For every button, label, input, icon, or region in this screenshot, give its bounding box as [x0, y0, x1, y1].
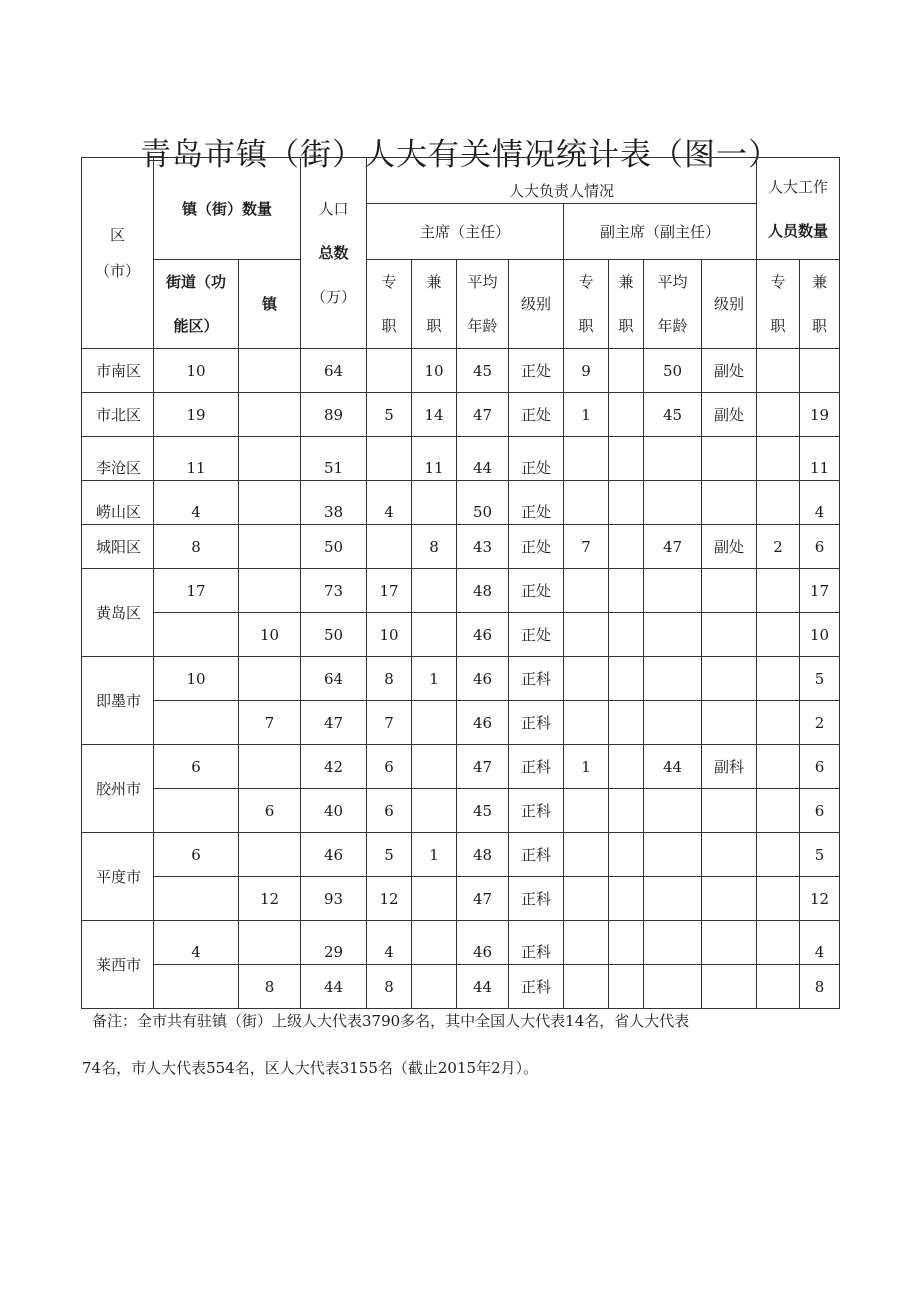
town-cell — [239, 745, 301, 789]
staff-parttime-cell: 6 — [800, 745, 840, 789]
vice-age-cell: 50 — [644, 349, 702, 393]
vice-parttime-cell — [609, 833, 644, 877]
staff-parttime-cell: 12 — [800, 877, 840, 921]
chair-parttime-cell: 14 — [412, 393, 457, 437]
vice-parttime-cell — [609, 921, 644, 965]
population-cell: 40 — [301, 789, 367, 833]
vice-parttime-cell — [609, 393, 644, 437]
district-cell: 莱西市 — [82, 921, 154, 1009]
vice-age-cell — [644, 701, 702, 745]
chair-age-cell: 43 — [457, 525, 509, 569]
chair-level-cell: 正科 — [509, 877, 564, 921]
chair-age-cell: 45 — [457, 349, 509, 393]
header-staff-fulltime — [757, 260, 800, 349]
chair-level-cell: 正处 — [509, 349, 564, 393]
vice-age-cell — [644, 877, 702, 921]
chair-parttime-cell: 8 — [412, 525, 457, 569]
population-cell: 42 — [301, 745, 367, 789]
population-cell: 93 — [301, 877, 367, 921]
staff-parttime-cell: 11 — [800, 437, 840, 481]
footnote-line1: 备注：全市共有驻镇（街）上级人大代表3790多名，其中全国人大代表14名，省人大代表 — [92, 1012, 690, 1030]
header-staff-line2: 人员数量 — [768, 221, 829, 240]
chair-age-cell: 47 — [457, 877, 509, 921]
town-cell: 12 — [239, 877, 301, 921]
header-vice-chair: 副主席（副主任） — [564, 204, 757, 260]
table-row — [82, 965, 840, 1009]
page-title: 青岛市镇（街）人大有关情况统计表（图一） — [140, 136, 780, 173]
staff-fulltime-cell: 2 — [757, 525, 800, 569]
staff-parttime-cell: 19 — [800, 393, 840, 437]
footnote — [82, 1006, 802, 1083]
vice-fulltime-cell — [564, 921, 609, 965]
header-chair-level: 级别 — [509, 260, 564, 349]
town-cell — [239, 481, 301, 525]
header-vice-age-line2: 年龄 — [657, 317, 688, 335]
chair-level-cell: 正处 — [509, 481, 564, 525]
vice-parttime-cell — [609, 349, 644, 393]
street-cell: 4 — [154, 481, 239, 525]
chair-parttime-cell — [412, 569, 457, 613]
street-cell: 17 — [154, 569, 239, 613]
street-cell: 6 — [154, 833, 239, 877]
table-row — [82, 481, 840, 525]
chair-fulltime-cell: 5 — [367, 833, 412, 877]
vice-age-cell: 45 — [644, 393, 702, 437]
header-vice-age-line1: 平均 — [657, 273, 688, 291]
vice-parttime-cell — [609, 481, 644, 525]
chair-fulltime-cell: 12 — [367, 877, 412, 921]
chair-age-cell: 44 — [457, 437, 509, 481]
chair-fulltime-cell: 6 — [367, 745, 412, 789]
header-chair-fulltime-line2: 职 — [381, 317, 397, 335]
chair-fulltime-cell — [367, 349, 412, 393]
chair-fulltime-cell: 6 — [367, 789, 412, 833]
vice-level-cell — [702, 701, 757, 745]
header-vice-parttime-line1: 兼 — [618, 273, 634, 291]
district-cell: 崂山区 — [82, 481, 154, 525]
chair-fulltime-cell — [367, 525, 412, 569]
staff-parttime-cell: 10 — [800, 613, 840, 657]
vice-fulltime-cell — [564, 877, 609, 921]
table-row — [82, 349, 840, 393]
vice-age-cell: 44 — [644, 745, 702, 789]
header-district-line1: 区 — [109, 226, 125, 244]
town-cell — [239, 525, 301, 569]
district-cell: 即墨市 — [82, 657, 154, 745]
vice-fulltime-cell — [564, 833, 609, 877]
vice-fulltime-cell: 7 — [564, 525, 609, 569]
vice-fulltime-cell: 1 — [564, 393, 609, 437]
chair-age-cell: 47 — [457, 745, 509, 789]
table-row — [82, 613, 840, 657]
header-staff-parttime-line1: 兼 — [812, 273, 828, 291]
header-staff-parttime-line2: 职 — [812, 317, 828, 335]
population-cell: 51 — [301, 437, 367, 481]
header-staff-group — [757, 158, 840, 260]
header-row-1 — [82, 158, 840, 204]
population-cell: 50 — [301, 613, 367, 657]
table-row — [82, 393, 840, 437]
staff-fulltime-cell — [757, 569, 800, 613]
vice-fulltime-cell: 1 — [564, 745, 609, 789]
staff-parttime-cell — [800, 349, 840, 393]
chair-age-cell: 48 — [457, 833, 509, 877]
staff-fulltime-cell — [757, 789, 800, 833]
chair-level-cell: 正处 — [509, 613, 564, 657]
vice-level-cell — [702, 481, 757, 525]
chair-level-cell: 正处 — [509, 525, 564, 569]
vice-age-cell — [644, 965, 702, 1009]
population-cell: 44 — [301, 965, 367, 1009]
staff-fulltime-cell — [757, 965, 800, 1009]
staff-fulltime-cell — [757, 745, 800, 789]
vice-age-cell — [644, 437, 702, 481]
table-row — [82, 701, 840, 745]
town-cell — [239, 349, 301, 393]
header-staff-fulltime-line1: 专 — [770, 273, 786, 291]
vice-level-cell: 副处 — [702, 525, 757, 569]
header-district — [82, 158, 154, 349]
chair-level-cell: 正科 — [509, 701, 564, 745]
population-cell: 73 — [301, 569, 367, 613]
population-cell: 47 — [301, 701, 367, 745]
header-chair-parttime-line2: 职 — [426, 317, 442, 335]
header-vice-fulltime-line2: 职 — [578, 317, 594, 335]
table-row — [82, 525, 840, 569]
table-row — [82, 833, 840, 877]
chair-age-cell: 46 — [457, 701, 509, 745]
staff-fulltime-cell — [757, 349, 800, 393]
population-cell: 38 — [301, 481, 367, 525]
population-cell: 89 — [301, 393, 367, 437]
district-cell: 胶州市 — [82, 745, 154, 833]
vice-fulltime-cell: 9 — [564, 349, 609, 393]
chair-fulltime-cell — [367, 437, 412, 481]
vice-fulltime-cell — [564, 437, 609, 481]
street-cell — [154, 613, 239, 657]
header-leader-group: 人大负责人情况 — [367, 158, 757, 204]
vice-level-cell: 副科 — [702, 745, 757, 789]
vice-fulltime-cell — [564, 701, 609, 745]
header-district-line2: （市） — [94, 262, 140, 280]
header-vice-fulltime — [564, 260, 609, 349]
header-staff-line1: 人大工作 — [768, 177, 829, 196]
street-cell — [154, 877, 239, 921]
street-cell — [154, 789, 239, 833]
town-cell: 8 — [239, 965, 301, 1009]
chair-fulltime-cell: 7 — [367, 701, 412, 745]
chair-age-cell: 50 — [457, 481, 509, 525]
vice-level-cell — [702, 921, 757, 965]
vice-level-cell — [702, 657, 757, 701]
header-population-line2: 总数 — [318, 244, 349, 262]
vice-level-cell: 副处 — [702, 393, 757, 437]
chair-age-cell: 46 — [457, 613, 509, 657]
vice-fulltime-cell — [564, 613, 609, 657]
chair-level-cell: 正处 — [509, 569, 564, 613]
header-vice-fulltime-line1: 专 — [578, 273, 594, 291]
statistics-table — [81, 157, 840, 1009]
vice-fulltime-cell — [564, 569, 609, 613]
vice-level-cell — [702, 877, 757, 921]
vice-parttime-cell — [609, 965, 644, 1009]
header-town: 镇 — [239, 260, 301, 349]
vice-level-cell — [702, 965, 757, 1009]
table-body — [82, 158, 840, 1009]
vice-parttime-cell — [609, 525, 644, 569]
staff-parttime-cell: 6 — [800, 789, 840, 833]
staff-fulltime-cell — [757, 877, 800, 921]
header-chair-age-line1: 平均 — [467, 273, 498, 291]
chair-level-cell: 正处 — [509, 393, 564, 437]
street-cell: 11 — [154, 437, 239, 481]
vice-level-cell — [702, 569, 757, 613]
town-cell — [239, 569, 301, 613]
header-staff-fulltime-line2: 职 — [770, 317, 786, 335]
street-cell: 10 — [154, 657, 239, 701]
vice-parttime-cell — [609, 877, 644, 921]
header-staff-parttime — [800, 260, 840, 349]
table-row — [82, 745, 840, 789]
staff-fulltime-cell — [757, 481, 800, 525]
header-chair-avg-age — [457, 260, 509, 349]
staff-fulltime-cell — [757, 921, 800, 965]
table-row — [82, 921, 840, 965]
vice-level-cell — [702, 833, 757, 877]
population-cell: 64 — [301, 657, 367, 701]
chair-parttime-cell — [412, 921, 457, 965]
staff-parttime-cell: 5 — [800, 657, 840, 701]
vice-fulltime-cell — [564, 481, 609, 525]
street-cell: 19 — [154, 393, 239, 437]
chair-fulltime-cell: 8 — [367, 965, 412, 1009]
chair-age-cell: 46 — [457, 921, 509, 965]
table-row — [82, 657, 840, 701]
chair-level-cell: 正科 — [509, 745, 564, 789]
header-chair: 主席（主任） — [367, 204, 564, 260]
district-cell: 市南区 — [82, 349, 154, 393]
chair-parttime-cell: 10 — [412, 349, 457, 393]
chair-fulltime-cell: 4 — [367, 921, 412, 965]
header-chair-parttime — [412, 260, 457, 349]
vice-parttime-cell — [609, 613, 644, 657]
chair-fulltime-cell: 17 — [367, 569, 412, 613]
vice-parttime-cell — [609, 745, 644, 789]
header-vice-parttime-line2: 职 — [618, 317, 634, 335]
header-chair-fulltime-line1: 专 — [381, 273, 397, 291]
chair-level-cell: 正科 — [509, 965, 564, 1009]
staff-parttime-cell: 5 — [800, 833, 840, 877]
district-cell: 城阳区 — [82, 525, 154, 569]
street-cell: 4 — [154, 921, 239, 965]
vice-parttime-cell — [609, 657, 644, 701]
vice-fulltime-cell — [564, 965, 609, 1009]
vice-age-cell: 47 — [644, 525, 702, 569]
header-chair-fulltime — [367, 260, 412, 349]
chair-parttime-cell: 11 — [412, 437, 457, 481]
chair-parttime-cell: 1 — [412, 833, 457, 877]
chair-age-cell: 46 — [457, 657, 509, 701]
chair-fulltime-cell: 4 — [367, 481, 412, 525]
town-cell — [239, 437, 301, 481]
town-cell — [239, 393, 301, 437]
chair-age-cell: 48 — [457, 569, 509, 613]
staff-parttime-cell: 6 — [800, 525, 840, 569]
town-cell: 7 — [239, 701, 301, 745]
vice-fulltime-cell — [564, 657, 609, 701]
chair-parttime-cell — [412, 481, 457, 525]
header-population — [301, 158, 367, 349]
header-street — [154, 260, 239, 349]
staff-parttime-cell: 2 — [800, 701, 840, 745]
population-cell: 29 — [301, 921, 367, 965]
chair-fulltime-cell: 8 — [367, 657, 412, 701]
town-cell — [239, 833, 301, 877]
header-population-line1: 人口 — [318, 200, 349, 218]
vice-age-cell — [644, 613, 702, 657]
vice-fulltime-cell — [564, 789, 609, 833]
vice-level-cell — [702, 789, 757, 833]
town-cell — [239, 657, 301, 701]
vice-level-cell — [702, 613, 757, 657]
staff-fulltime-cell — [757, 833, 800, 877]
header-street-line1: 街道（功 — [165, 273, 226, 291]
vice-age-cell — [644, 481, 702, 525]
header-count-group: 镇（街）数量 — [154, 158, 301, 260]
district-cell: 黄岛区 — [82, 569, 154, 657]
chair-level-cell: 正科 — [509, 921, 564, 965]
district-cell: 市北区 — [82, 393, 154, 437]
street-cell — [154, 965, 239, 1009]
chair-parttime-cell — [412, 613, 457, 657]
staff-fulltime-cell — [757, 393, 800, 437]
chair-fulltime-cell: 10 — [367, 613, 412, 657]
vice-age-cell — [644, 833, 702, 877]
table-row — [82, 569, 840, 613]
header-population-line3: （万） — [311, 288, 357, 306]
header-street-line2: 能区） — [173, 317, 219, 335]
population-cell: 64 — [301, 349, 367, 393]
staff-fulltime-cell — [757, 701, 800, 745]
street-cell: 8 — [154, 525, 239, 569]
vice-level-cell: 副处 — [702, 349, 757, 393]
header-chair-parttime-line1: 兼 — [426, 273, 442, 291]
table-row — [82, 877, 840, 921]
header-chair-age-line2: 年龄 — [467, 317, 498, 335]
vice-parttime-cell — [609, 789, 644, 833]
chair-parttime-cell — [412, 965, 457, 1009]
chair-level-cell: 正科 — [509, 657, 564, 701]
staff-fulltime-cell — [757, 437, 800, 481]
street-cell: 6 — [154, 745, 239, 789]
vice-parttime-cell — [609, 569, 644, 613]
vice-age-cell — [644, 657, 702, 701]
header-vice-level: 级别 — [702, 260, 757, 349]
vice-level-cell — [702, 437, 757, 481]
chair-parttime-cell — [412, 701, 457, 745]
street-cell — [154, 701, 239, 745]
chair-age-cell: 47 — [457, 393, 509, 437]
staff-parttime-cell: 8 — [800, 965, 840, 1009]
staff-parttime-cell: 4 — [800, 481, 840, 525]
town-cell: 10 — [239, 613, 301, 657]
chair-parttime-cell — [412, 877, 457, 921]
chair-parttime-cell: 1 — [412, 657, 457, 701]
staff-parttime-cell: 17 — [800, 569, 840, 613]
staff-fulltime-cell — [757, 657, 800, 701]
chair-age-cell: 45 — [457, 789, 509, 833]
district-cell: 平度市 — [82, 833, 154, 921]
district-cell: 李沧区 — [82, 437, 154, 481]
header-row-3 — [82, 260, 840, 349]
chair-level-cell: 正科 — [509, 833, 564, 877]
vice-age-cell — [644, 921, 702, 965]
population-cell: 50 — [301, 525, 367, 569]
chair-parttime-cell — [412, 789, 457, 833]
chair-parttime-cell — [412, 745, 457, 789]
staff-parttime-cell: 4 — [800, 921, 840, 965]
header-vice-parttime — [609, 260, 644, 349]
footnote-line2: 74名，市人大代表554名，区人大代表3155名（截止2015年2月）。 — [82, 1059, 539, 1077]
chair-level-cell: 正科 — [509, 789, 564, 833]
town-cell: 6 — [239, 789, 301, 833]
chair-level-cell: 正处 — [509, 437, 564, 481]
chair-fulltime-cell: 5 — [367, 393, 412, 437]
street-cell: 10 — [154, 349, 239, 393]
staff-fulltime-cell — [757, 613, 800, 657]
table-row — [82, 789, 840, 833]
vice-age-cell — [644, 569, 702, 613]
population-cell: 46 — [301, 833, 367, 877]
vice-age-cell — [644, 789, 702, 833]
header-vice-avg-age — [644, 260, 702, 349]
vice-parttime-cell — [609, 437, 644, 481]
table-row — [82, 437, 840, 481]
vice-parttime-cell — [609, 701, 644, 745]
town-cell — [239, 921, 301, 965]
chair-age-cell: 44 — [457, 965, 509, 1009]
